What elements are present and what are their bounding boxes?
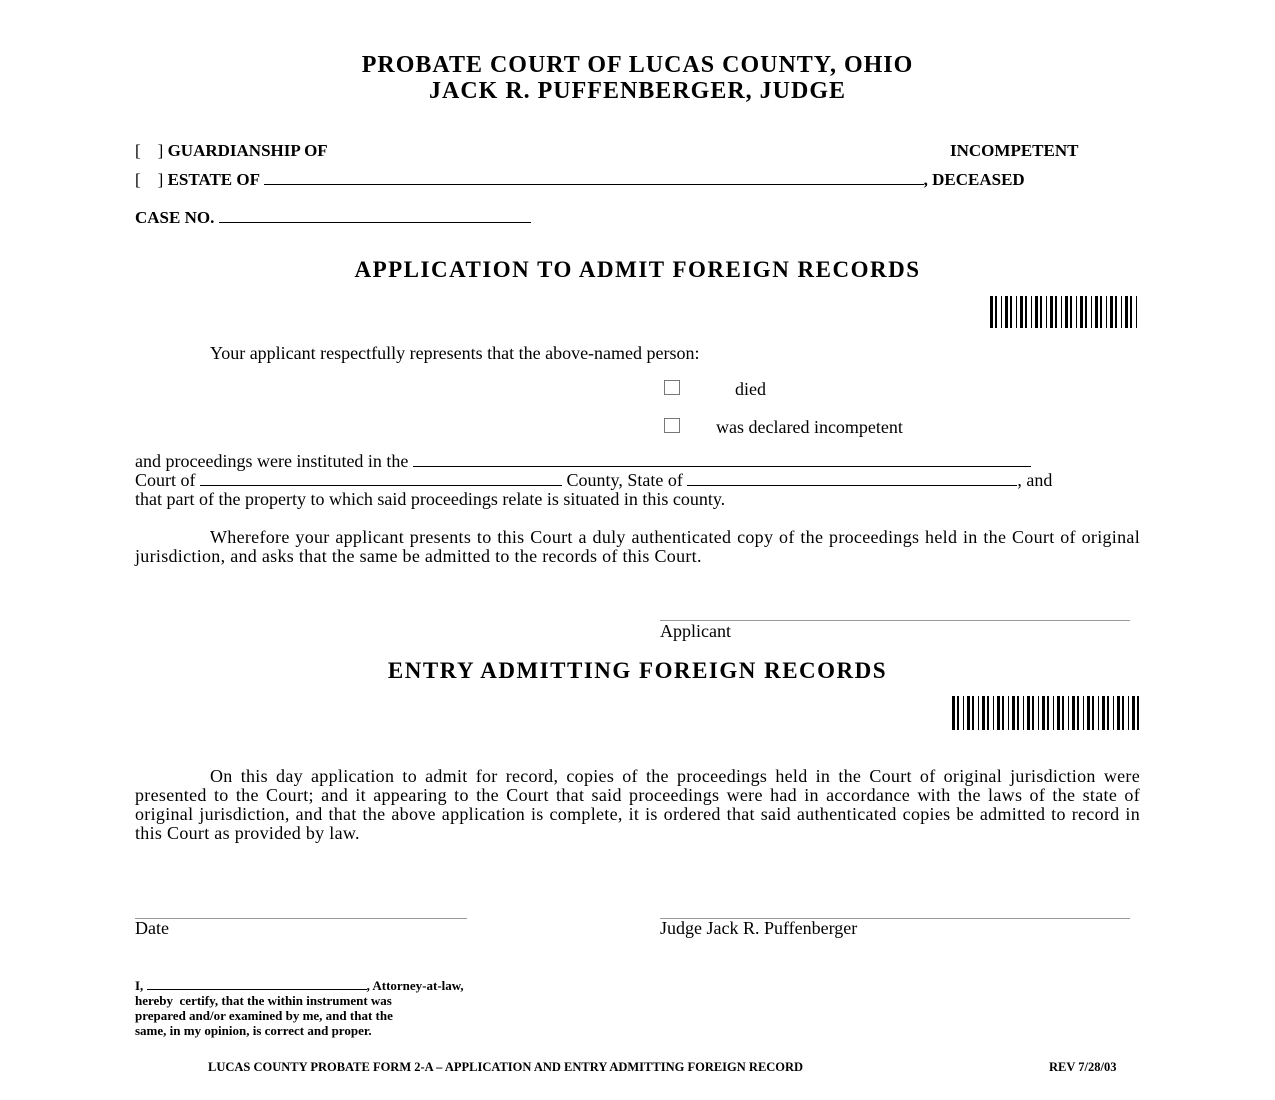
wherefore-paragraph: Wherefore your applicant presents to this Court a duly authenticated copy of the proceedings held in the Court of original jurisdiction, and asks that the same be admitted to the records of this Court.: [135, 527, 1140, 566]
barcode-bar: [1098, 696, 1099, 730]
barcode-bar: [1132, 696, 1135, 730]
estate-name-field[interactable]: [264, 170, 924, 185]
barcode-entry: [952, 696, 1140, 730]
proceedings-line-3: that part of the property to which said proceedings relate is situated in this county.: [135, 489, 726, 509]
barcode-bar: [1128, 696, 1129, 730]
died-label: died: [735, 379, 766, 399]
barcode-bar: [1016, 296, 1017, 328]
barcode-bar: [1020, 296, 1023, 328]
barcode-bar: [952, 696, 955, 730]
incompetent-option-label: was declared incompetent: [716, 417, 903, 437]
barcode-bar: [993, 696, 994, 730]
barcode-bar: [1010, 296, 1012, 328]
barcode-bar: [972, 696, 974, 730]
barcode-bar: [1031, 296, 1032, 328]
date-line[interactable]: [135, 904, 467, 919]
barcode-bar: [1080, 296, 1083, 328]
court-field[interactable]: [413, 452, 1031, 467]
barcode-bar: [1115, 296, 1117, 328]
barcode-bar: [967, 696, 970, 730]
barcode-bar: [1053, 696, 1054, 730]
barcode-bar: [1076, 296, 1077, 328]
barcode-bar: [1091, 296, 1092, 328]
barcode-bar: [1032, 696, 1034, 730]
barcode-bar: [1035, 296, 1038, 328]
barcode-bar: [997, 696, 1000, 730]
barcode-bar: [978, 696, 979, 730]
barcode-bar: [1125, 296, 1128, 328]
barcode-bar: [1046, 296, 1047, 328]
barcode-application: [990, 296, 1140, 328]
proceedings-line-1: and proceedings were instituted in the: [135, 451, 1031, 472]
court-name: PROBATE COURT OF LUCAS COUNTY, OHIO: [361, 52, 914, 78]
barcode-bar: [1008, 696, 1009, 730]
incompetent-label: INCOMPETENT: [950, 141, 1079, 160]
barcode-bar: [1005, 296, 1008, 328]
barcode-bar: [1012, 696, 1015, 730]
barcode-bar: [987, 696, 989, 730]
barcode-bar: [995, 296, 997, 328]
application-intro: Your applicant respectfully represents that the above-named person:: [210, 343, 700, 363]
barcode-bar: [982, 696, 985, 730]
guardianship-option[interactable]: [ ] GUARDIANSHIP OF: [135, 141, 328, 160]
barcode-bar: [1025, 296, 1027, 328]
barcode-bar: [1107, 696, 1109, 730]
barcode-bar: [1110, 296, 1113, 328]
barcode-bar: [1050, 296, 1053, 328]
barcode-bar: [1001, 296, 1002, 328]
barcode-bar: [1085, 296, 1087, 328]
judge-signature-line[interactable]: [660, 904, 1130, 919]
barcode-bar: [1130, 296, 1132, 328]
entry-title: ENTRY ADMITTING FOREIGN RECORDS: [387, 658, 888, 683]
barcode-bar: [1042, 696, 1045, 730]
case-number-field[interactable]: [219, 208, 531, 223]
barcode-bar: [1023, 696, 1024, 730]
barcode-bar: [1070, 296, 1072, 328]
barcode-bar: [957, 696, 959, 730]
judge-name: JACK R. PUFFENBERGER, JUDGE: [428, 78, 846, 104]
barcode-bar: [1121, 296, 1122, 328]
applicant-signature-line[interactable]: [660, 606, 1130, 621]
county-field[interactable]: [200, 471, 562, 486]
barcode-bar: [1095, 296, 1098, 328]
applicant-label: Applicant: [660, 621, 731, 641]
case-number: CASE NO.: [135, 208, 531, 228]
entry-paragraph: On this day application to admit for record, copies of the proceedings held in the Court of original jurisdiction were presented to the Court; and it appearing to the Court that said proceedings were had in accordance with the laws of the state of original jurisdiction, and that the above application is complete, it is ordered that said authenticated copies be admitted to record in this Court as provided by law.: [135, 766, 1140, 843]
footer-revision: REV 7/28/03: [1049, 1060, 1117, 1074]
barcode-bar: [1017, 696, 1019, 730]
estate-option[interactable]: [ ] ESTATE OF , DECEASED: [135, 170, 1025, 189]
barcode-bar: [1106, 296, 1107, 328]
barcode-bar: [1087, 696, 1090, 730]
attorney-certification: I, , Attorney-at-law, hereby certify, that the within instrument was prepared and/or examined by me, and that the same, in my opinion, is correct and proper.: [135, 978, 464, 1038]
incompetent-checkbox[interactable]: [664, 418, 680, 438]
barcode-bar: [1068, 696, 1069, 730]
barcode-bar: [1061, 296, 1062, 328]
barcode-bar: [1027, 696, 1030, 730]
barcode-bar: [990, 296, 993, 328]
attorney-name-field[interactable]: [147, 979, 367, 990]
barcode-bar: [1092, 696, 1094, 730]
barcode-bar: [1002, 696, 1004, 730]
state-field[interactable]: [687, 471, 1017, 486]
barcode-bar: [1072, 696, 1075, 730]
barcode-bar: [1100, 296, 1102, 328]
barcode-bar: [1083, 696, 1084, 730]
barcode-bar: [963, 696, 964, 730]
barcode-bar: [1040, 296, 1042, 328]
died-checkbox[interactable]: [664, 380, 680, 400]
date-label: Date: [135, 918, 169, 938]
barcode-bar: [1102, 696, 1105, 730]
footer-form-name: LUCAS COUNTY PROBATE FORM 2-A – APPLICATION AND ENTRY ADMITTING FOREIGN RECORD: [208, 1060, 804, 1074]
barcode-bar: [1113, 696, 1114, 730]
barcode-bar: [1137, 696, 1139, 730]
barcode-bar: [1122, 696, 1124, 730]
barcode-bar: [1055, 296, 1057, 328]
barcode-bar: [1136, 296, 1137, 328]
barcode-bar: [1062, 696, 1064, 730]
barcode-bar: [1117, 696, 1120, 730]
judge-label: Judge Jack R. Puffenberger: [660, 918, 858, 938]
barcode-bar: [1057, 696, 1060, 730]
barcode-bar: [1077, 696, 1079, 730]
application-title: APPLICATION TO ADMIT FOREIGN RECORDS: [354, 257, 921, 282]
barcode-bar: [1065, 296, 1068, 328]
barcode-bar: [1047, 696, 1049, 730]
proceedings-line-2: Court of County, State of , and: [135, 470, 1053, 490]
barcode-bar: [1038, 696, 1039, 730]
